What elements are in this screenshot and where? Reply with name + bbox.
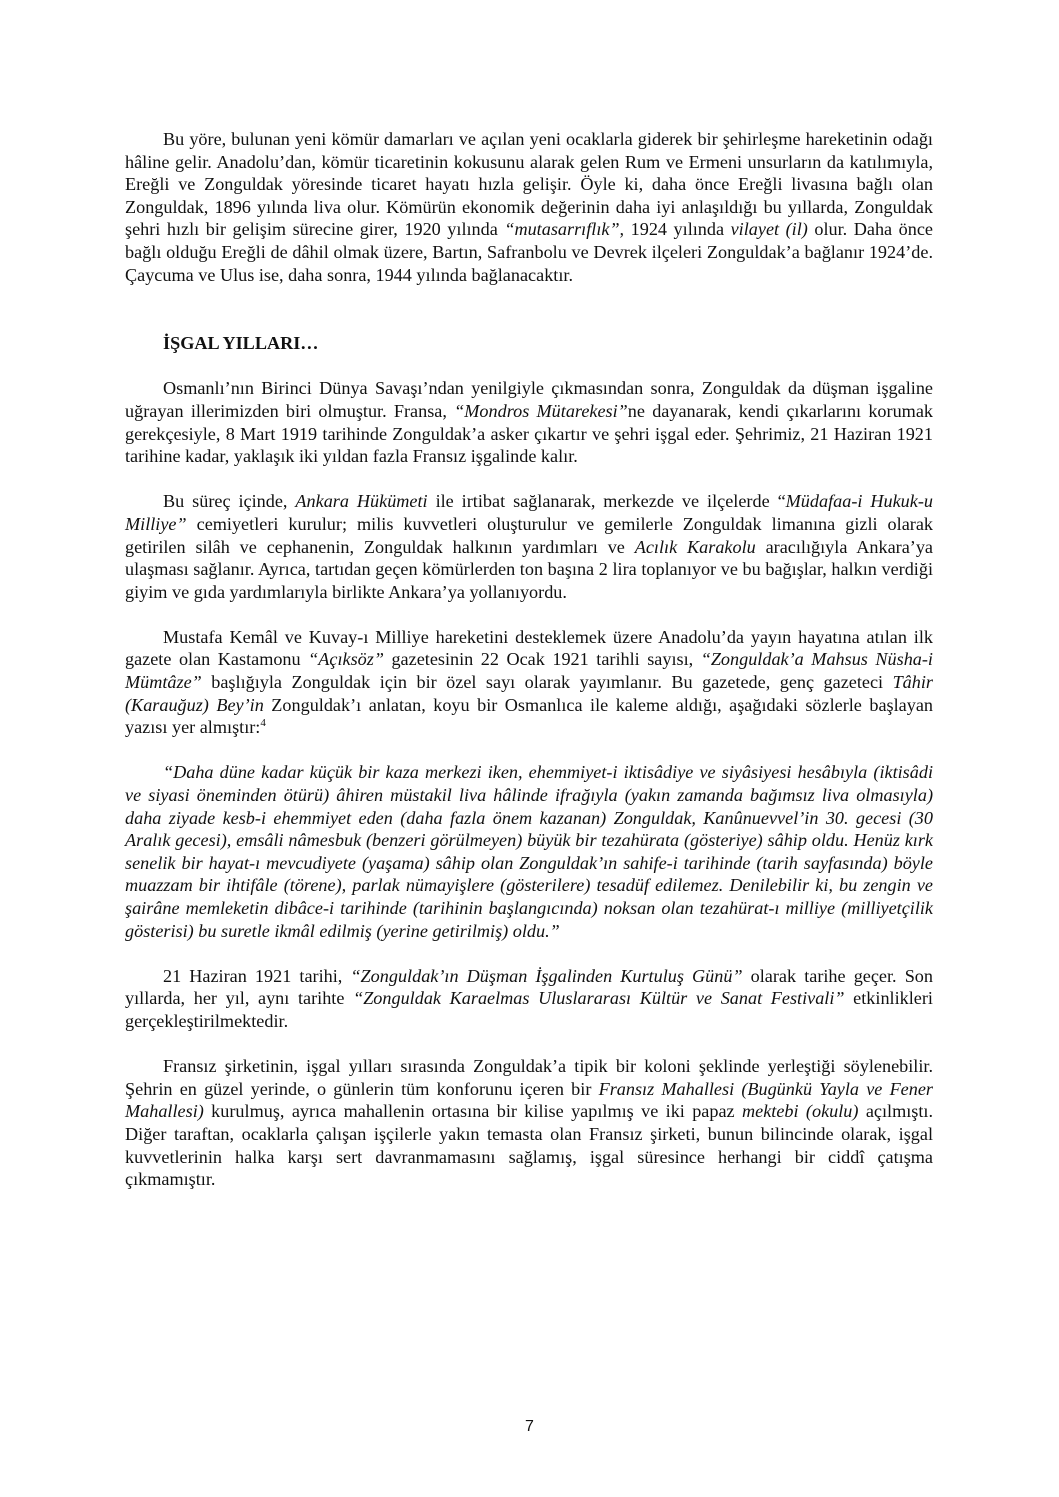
paragraph-newspaper: Mustafa Kemâl ve Kuvay-ı Milliye hareketini desteklemek üzere Anadolu’da yayın hayatına atılan ilk gazete olan Kastamonu “Açıksöz” gazetesinin 22 Ocak 1921 tarihli sayısı, “Zonguldak’a Mahsus Nüsha-i Mümtâze” başlığıyla Zonguldak için bir özel sayı olarak yayımlanır. Bu gazetede, genç gazeteci Tâhir (Karauğuz) Bey’in Zonguldak’ı anlatan, koyu bir Osmanlıca ile kaleme aldığı, aşağıdaki sözlerle başlayan yazısı yer almıştır:$^4$: [125, 626, 933, 738]
page-number: 7: [525, 1418, 534, 1435]
paragraph-liberation-day: 21 Haziran 1921 tarihi, “Zonguldak’ın Düşman İşgalinden Kurtuluş Günü” olarak tarihe geçer. Son yıllarda, her yıl, aynı tarihte “Zonguldak Karaelmas Uluslararası Kültür ve Sanat Festivali” etkinlikleri gerçekleştirilmektedir.: [125, 965, 933, 1031]
paragraph-resistance: Bu süreç içinde, Ankara Hükümeti ile irtibat sağlanarak, merkezde ve ilçelerde “Müdafaa-i Hukuk-u Milliye” cemiyetleri kurulur; milis kuvvetleri oluşturulur ve gemilerle Zonguldak limanına gizli olarak getirilen silâh ve cephanenin, Zonguldak halkının yardımları ve Acılık Karakolu aracılığıyla Ankara’ya ulaşması sağlanır. Ayrıca, tartıdan geçen kömürlerden ton başına 2 lira toplanıyor ve bu bağışlar, halkın verdiği giyim ve gıda yardımlarıyla birlikte Ankara’ya yollanıyordu.: [125, 491, 934, 602]
paragraph-occupation: Osmanlı’nın Birinci Dünya Savaşı’ndan yenilgiyle çıkmasından sonra, Zonguldak da düşman işgaline uğrayan illerimizden biri olmuştur. Fransa, “Mondros Mütarekesi”ne dayanarak, kendi çıkarlarını korumak gerekçesiyle, 8 Mart 1919 tarihinde Zonguldak’a asker çıkartır ve şehri işgal eder. Şehrimiz, 21 Haziran 1921 tarihine kadar, yaklaşık iki yıldan fazla Fransız işgalinde kalır.: [125, 378, 933, 467]
document-body: [125, 128, 933, 1191]
paragraph-urbanization: Bu yöre, bulunan yeni kömür damarları ve açılan yeni ocaklarla giderek bir şehirleşme hareketinin odağı hâline gelir. Anadolu’dan, kömür ticaretinin kokusunu alarak gelen Rum ve Ermeni unsurların da katılımıyla, Ereğli ve Zonguldak yöresinde ticaret hayatı hızla gelişir. Öyle ki, daha önce Ereğli livasına bağlı olan Zonguldak, 1896 yılında liva olur. Kömürün ekonomik değerinin daha iyi anlaşıldığı bu yıllarda, Zonguldak şehri hızlı bir gelişim sürecine girer, 1920 yılında “mutasarrıflık”, 1924 yılında vilayet (il) olur. Daha önce bağlı olduğu Ereğli de dâhil olmak üzere, Bartın, Safranbolu ve Devrek ilçeleri Zonguldak’a bağlanır 1924’de. Çaycuma ve Ulus ise, daha sonra, 1944 yılında bağlanacaktır.: [125, 129, 933, 285]
footnote-marker[interactable]: 4: [260, 717, 266, 730]
paragraph-french-company: Fransız şirketinin, işgal yılları sırasında Zonguldak’a tipik bir koloni şeklinde yerleştiği söylenebilir. Şehrin en güzel yerinde, o günlerin tüm konforunu içeren bir Fransız Mahallesi (Bugünkü Yayla ve Fener Mahallesi) kurulmuş, ayrıca mahallenin ortasına bir kilise yapılmış ve iki papaz mektebi (okulu) açılmıştı. Diğer taraftan, ocaklarla çalışan işçilerle yakın temasta olan Fransız şirketi, bunun bilincinde olarak, işgal kuvvetlerinin halka karşı sert davranmamasını sağlamış, işgal süresince herhangi bir ciddî çatışma çıkmamıştır.: [125, 1056, 934, 1190]
block-quote: “Daha düne kadar küçük bir kaza merkezi iken, ehemmiyet-i iktisâdiye ve siyâsiyesi hesâbıyla (iktisâdi ve siyasi öneminden ötürü) âhiren müstakil liva hâlinde ifrağıyla (yakın zamanda bağımsız liva olmasıyla) daha ziyade kesb-i ehemmiyet eden (daha fazla önem kazanan) Zonguldak, Kanûnuevvel’in 30. gecesi (30 Aralık gecesi), emsâli nâmesbuk (benzeri görülmeyen) büyük bir tezahürata (gösteriye) sâhip oldu. Henüz kırk senelik bir hayat-ı mevcudiyete (yaşama) sâhip olan Zonguldak’ın sahife-i tarihinde (tarih sayfasında) böyle muazzam bir ihtifâle (törene), parlak nümayişlere (gösterilere) tesadüf edilemez. Denilebilir ki, bu zengin ve şairâne memleketin dibâce-i tarihinde (tarihinin başlangıcında) noksan olan tezahürat-ı milliye (milliyetçilik gösterisi) bu suretle ikmâl edilmiş (yerine getirilmiş) oldu.”: [125, 762, 933, 941]
section-heading: İŞGAL YILLARI…: [163, 333, 319, 354]
